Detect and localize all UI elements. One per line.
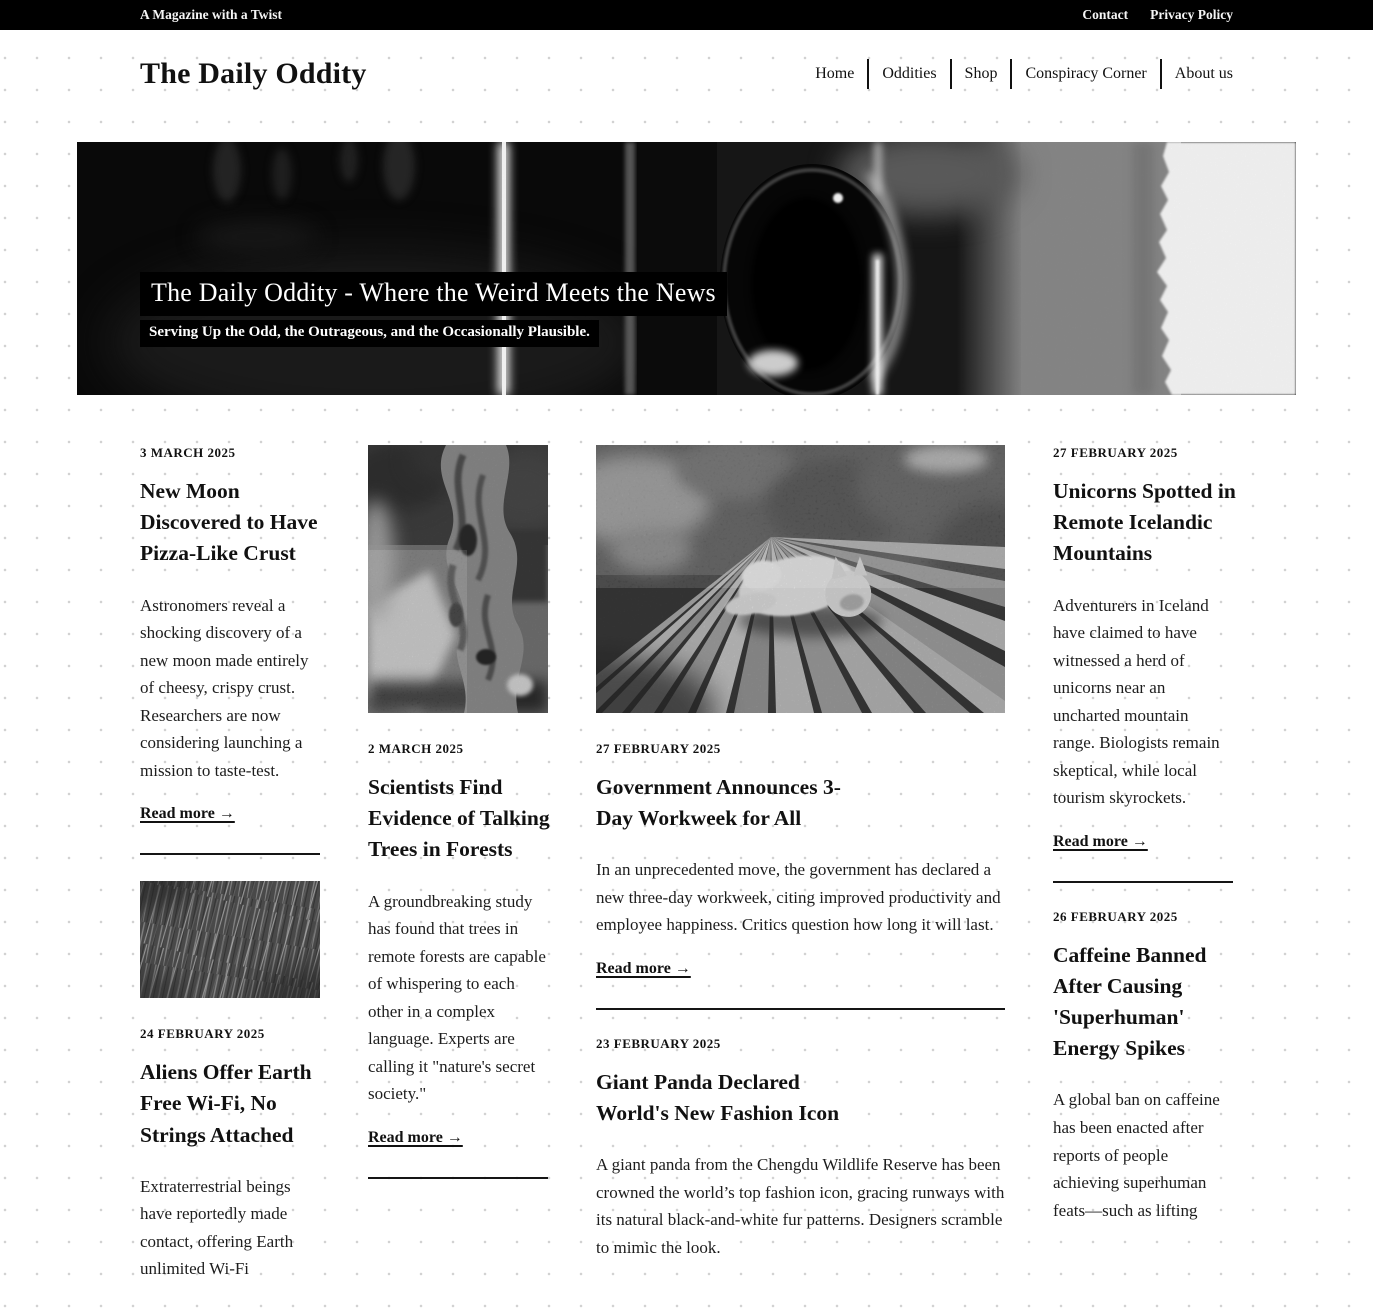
site-header xyxy=(77,30,1296,91)
article-date: 27 FEBRUARY 2025 xyxy=(1053,445,1178,460)
topbar-link-privacy-policy[interactable]: Privacy Policy xyxy=(1150,7,1233,22)
article-divider xyxy=(140,853,320,855)
article-column-2 xyxy=(368,445,548,1283)
article-image-cat-on-bamboo[interactable] xyxy=(596,445,1005,713)
article-image-fur-texture[interactable] xyxy=(140,881,320,998)
article-date: 27 FEBRUARY 2025 xyxy=(596,741,721,756)
article-title[interactable]: Unicorns Spotted in Remote Icelandic Mountains xyxy=(1053,479,1236,566)
article-card xyxy=(1053,445,1236,851)
article-excerpt: A global ban on caffeine has been enacted after reports of people achieving superhuman feats—such as lifting xyxy=(1053,1090,1220,1220)
article-card xyxy=(140,881,320,1283)
hero-banner xyxy=(77,142,1296,395)
site-title[interactable]: The Daily Oddity xyxy=(140,57,367,90)
article-card xyxy=(368,445,548,1147)
article-date: 23 FEBRUARY 2025 xyxy=(596,1035,721,1051)
read-more-link[interactable]: Read more → xyxy=(1053,832,1148,850)
nav-item-home[interactable]: Home xyxy=(815,65,855,82)
article-title[interactable]: Caffeine Banned After Causing 'Superhuman' Energy Spikes xyxy=(1053,942,1207,1061)
read-more-link[interactable]: Read more → xyxy=(140,805,235,823)
topbar-tagline: A Magazine with a Twist xyxy=(140,7,283,22)
article-column-3 xyxy=(596,445,1005,1283)
article-divider xyxy=(596,1008,1005,1010)
article-image-tree-trunk[interactable] xyxy=(368,445,548,713)
article-card xyxy=(596,1036,1005,1261)
article-excerpt: A giant panda from the Chengdu Wildlife Reserve has been crowned the world’s top fashion icon, gracing runways with its natural black-and-white fur patterns. Designers scramble to mimic the look. xyxy=(596,1155,1005,1257)
article-title[interactable]: Aliens Offer Earth Free Wi-Fi, No Strings Attached xyxy=(140,1060,312,1147)
article-title[interactable]: Scientists Find Evidence of Talking Trees in Forests xyxy=(368,775,550,862)
article-date: 24 FEBRUARY 2025 xyxy=(140,1026,265,1042)
article-date: 2 MARCH 2025 xyxy=(368,741,464,756)
article-date: 26 FEBRUARY 2025 xyxy=(1053,908,1178,924)
nav-item-oddities[interactable]: Oddities xyxy=(882,65,937,82)
read-more-link[interactable]: Read more → xyxy=(368,1128,463,1146)
article-title[interactable]: Government Announces 3-Day Workweek for All xyxy=(596,775,841,831)
article-excerpt: Extraterrestrial beings have reportedly made contact, offering Earth unlimited Wi-Fi xyxy=(140,1176,294,1279)
hero-title: The Daily Oddity - Where the Weird Meets the News xyxy=(140,272,727,316)
article-excerpt: Astronomers reveal a shocking discovery of a new moon made entirely of cheesy, crispy crust. Researchers are now considering launching a mission to taste-test. xyxy=(140,595,309,780)
topbar xyxy=(0,0,1373,30)
article-title[interactable]: New Moon Discovered to Have Pizza-Like Crust xyxy=(140,479,318,566)
nav-item-conspiracy-corner[interactable]: Conspiracy Corner xyxy=(1025,65,1147,82)
article-excerpt: A groundbreaking study has found that trees in remote forests are capable of whispering to each other in a complex language. Experts are calling it "nature's secret society." xyxy=(368,891,546,1104)
main-nav xyxy=(802,59,1233,89)
article-divider xyxy=(368,1177,548,1179)
article-card xyxy=(596,445,1005,978)
article-column-1 xyxy=(140,445,320,1283)
article-divider xyxy=(1053,881,1233,883)
topbar-link-contact[interactable]: Contact xyxy=(1082,7,1129,22)
article-title[interactable]: Giant Panda Declared World's New Fashion Icon xyxy=(596,1069,840,1126)
hero-cat-eye-photo xyxy=(77,142,1296,395)
read-more-link[interactable]: Read more → xyxy=(596,959,691,977)
nav-item-shop[interactable]: Shop xyxy=(964,65,998,82)
article-grid xyxy=(77,395,1296,1283)
article-card xyxy=(140,445,320,823)
article-excerpt: In an unprecedented move, the government has declared a new three-day workweek, citing improved productivity and employee happiness. Critics question how long it will last. xyxy=(596,860,1001,935)
article-excerpt: Adventurers in Iceland have claimed to have witnessed a herd of unicorns near an uncharted mountain range. Biologists remain skeptical, while local tourism skyrockets. xyxy=(1053,595,1220,808)
article-column-4 xyxy=(1053,445,1236,1283)
hero-subtitle: Serving Up the Odd, the Outrageous, and the Occasionally Plausible. xyxy=(140,320,599,347)
article-date: 3 MARCH 2025 xyxy=(140,445,236,460)
hero-caption xyxy=(140,272,727,347)
nav-item-about-us[interactable]: About us xyxy=(1174,65,1233,82)
article-card xyxy=(1053,909,1233,1224)
